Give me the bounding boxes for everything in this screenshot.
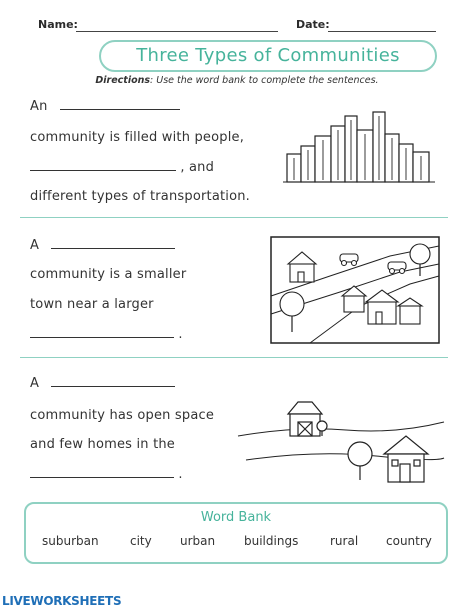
directions-label: Directions: [95, 75, 151, 86]
name-field[interactable]: [76, 31, 278, 32]
word-bank-word: urban: [180, 534, 216, 548]
sentence-line: A: [30, 376, 175, 391]
answer-blank[interactable]: [30, 170, 176, 171]
date-field[interactable]: [328, 31, 436, 32]
sentence-line: .: [30, 467, 183, 482]
liveworksheets-logo[interactable]: LIVEWORKSHEETS: [2, 594, 122, 608]
section-divider: [20, 217, 448, 218]
header-row: [0, 18, 474, 38]
answer-blank[interactable]: [51, 386, 175, 387]
word-bank-word: country: [386, 534, 432, 548]
answer-blank[interactable]: [30, 337, 174, 338]
city-skyline-illustration: [283, 108, 439, 184]
sentence-line: community is filled with people,: [30, 130, 245, 145]
word-bank-word: rural: [330, 534, 359, 548]
page-title: Three Types of Communities: [136, 45, 400, 66]
answer-blank[interactable]: [30, 477, 174, 478]
sentence-line: An: [30, 99, 180, 114]
word-bank-title: Word Bank: [200, 510, 272, 525]
footer: [0, 589, 474, 611]
sentence-line: community has open space: [30, 408, 215, 423]
directions: [0, 75, 474, 86]
answer-blank[interactable]: [51, 248, 175, 249]
sentence-line: and few homes in the: [30, 437, 176, 452]
sentence-line: .: [30, 327, 183, 342]
word-bank-word: city: [130, 534, 152, 548]
section-divider: [20, 357, 448, 358]
sentence-line: community is a smaller: [30, 267, 187, 282]
sentence-line: , and: [30, 160, 214, 175]
word-bank-word: suburban: [42, 534, 99, 548]
sentence-line: different types of transportation.: [30, 189, 251, 204]
farm-illustration: [236, 396, 446, 490]
date-label: Date:: [296, 18, 330, 31]
sentence-line: town near a larger: [30, 297, 154, 312]
word-bank-word: buildings: [244, 534, 299, 548]
title-box: [99, 40, 437, 72]
word-bank: [24, 502, 448, 564]
name-label: Name:: [38, 18, 78, 31]
answer-blank[interactable]: [60, 109, 180, 110]
sentence-line: A: [30, 238, 175, 253]
directions-text: : Use the word bank to complete the sentences.: [150, 75, 379, 86]
suburb-illustration: [270, 236, 440, 344]
